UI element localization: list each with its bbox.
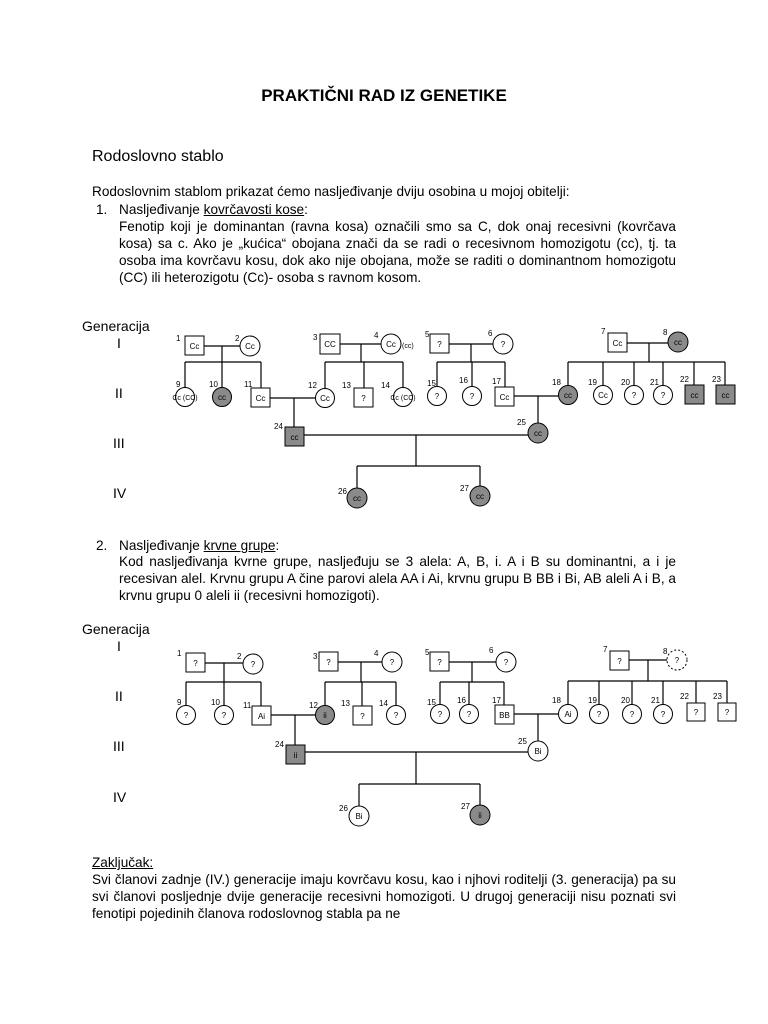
generation-III-label-2: III xyxy=(113,738,125,754)
item1-description: Fenotip koji je dominantan (ravna kosa) označili smo sa C, dok onaj recesivni (kovrčava kosa) sa c. Ako je „kućica“ obojana znači da se radi o recesivnom homozigotu (cc), tj. ta osoba ima kovrčavu kosu, dok ako nije obojana, može se raditi o dominantnom homozigotu (CC) ili heterozigotu (Cc)- osoba s ravnom kosom. xyxy=(119,219,676,285)
p2-num-7: 7 xyxy=(603,645,608,654)
p2-gt-19: ? xyxy=(596,710,602,719)
generation-label-2: Generacija xyxy=(82,621,150,637)
p2-num-13: 13 xyxy=(341,699,350,708)
p1-num-19: 19 xyxy=(588,378,597,387)
generation-I-label: I xyxy=(117,335,121,351)
p1-gt-5: ? xyxy=(437,340,442,349)
p1-num-23: 23 xyxy=(712,375,721,384)
p1-gt-24: cc xyxy=(290,433,299,442)
p1-num-14: 14 xyxy=(381,381,390,390)
p1-num-18: 18 xyxy=(552,378,561,387)
p1-gt-7: Cc xyxy=(612,339,623,348)
generation-I-label-2: I xyxy=(117,638,121,654)
p1-num-7: 7 xyxy=(601,327,606,336)
p1-gt-13: ? xyxy=(361,394,366,403)
p2-num-27: 27 xyxy=(461,802,470,811)
p2-gt-5: ? xyxy=(437,658,442,667)
p2-gt-14: ? xyxy=(393,711,399,720)
p2-num-18: 18 xyxy=(552,696,561,705)
p1-num-5: 5 xyxy=(425,330,430,339)
p2-gt-4: ? xyxy=(389,658,395,667)
p1-num-10: 10 xyxy=(209,380,218,389)
p1-gt-26: cc xyxy=(353,494,361,503)
p2-num-15: 15 xyxy=(427,698,436,707)
p2-gt-2: ? xyxy=(250,660,256,669)
p1-gt-12: Cc xyxy=(320,394,330,403)
p1-gt-17: Cc xyxy=(499,393,510,402)
p2-num-10: 10 xyxy=(211,698,220,707)
p1-gt-21: ? xyxy=(660,391,666,400)
p2-num-26: 26 xyxy=(339,804,348,813)
p2-num-2: 2 xyxy=(237,652,242,661)
p1-num-20: 20 xyxy=(621,378,630,387)
p2-gt-24: ii xyxy=(293,751,298,760)
item1-lead: Nasljeđivanje xyxy=(119,202,204,217)
p2-num-25: 25 xyxy=(518,737,527,746)
p2-gt-16: ? xyxy=(466,710,472,719)
p2-num-17: 17 xyxy=(492,696,501,705)
p2-gt-27: ii xyxy=(478,811,482,820)
p2-num-11: 11 xyxy=(243,701,252,710)
item1-topic: kovrčavosti kose xyxy=(203,202,305,217)
p2-num-3: 3 xyxy=(313,652,318,661)
p2-num-19: 19 xyxy=(588,696,597,705)
p2-num-14: 14 xyxy=(379,699,388,708)
item2-lead: Nasljeđivanje xyxy=(119,538,204,553)
item1-number: 1. xyxy=(96,202,108,217)
pedigree2-lines xyxy=(183,660,727,806)
p2-num-5: 5 xyxy=(425,648,430,657)
p1-num-2: 2 xyxy=(235,334,240,343)
p2-gt-8: ? xyxy=(674,656,680,665)
p1-num-9: 9 xyxy=(176,380,181,389)
p2-gt-10: ? xyxy=(221,711,227,720)
p2-gt-1: ? xyxy=(193,659,198,668)
p2-num-24: 24 xyxy=(275,740,284,749)
generation-II-label-2: II xyxy=(115,688,123,704)
p2-gt-17: BB xyxy=(499,711,510,720)
pedigree2-members xyxy=(177,645,737,826)
item2-topic: krvne grupe xyxy=(203,538,276,553)
p1-num-16: 16 xyxy=(459,376,468,385)
p1-num-26: 26 xyxy=(338,487,347,496)
p1-gt-18: cc xyxy=(564,391,572,400)
p2-gt-11: Ai xyxy=(257,712,266,721)
p2-num-20: 20 xyxy=(621,696,630,705)
item2-colon: : xyxy=(275,538,280,553)
p2-gt-15: ? xyxy=(437,710,443,719)
p2-gt-18: Ai xyxy=(564,710,572,719)
p1-num-21: 21 xyxy=(650,378,659,387)
p1-num-1: 1 xyxy=(176,334,181,343)
p1-gt-15: ? xyxy=(434,392,440,401)
p1-gt-27: cc xyxy=(476,492,484,501)
conclusion-heading: Zaključak: xyxy=(92,855,154,870)
p1-gt-2: Cc xyxy=(245,342,255,351)
p1-gt-14: Cc (CC) xyxy=(390,395,416,402)
p2-num-16: 16 xyxy=(457,696,466,705)
p2-gt-13: ? xyxy=(360,712,365,721)
p1-gt-22: cc xyxy=(690,391,699,400)
p1-gt-3: CC xyxy=(324,340,336,349)
p1-gt-9: Cc (CC) xyxy=(172,395,198,402)
p2-num-9: 9 xyxy=(177,698,182,707)
section-subtitle: Rodoslovno stablo xyxy=(92,148,224,165)
p1-gt-20: ? xyxy=(631,391,637,400)
generation-III-label: III xyxy=(113,435,125,451)
p1-gt-1: Cc xyxy=(189,342,200,351)
p1-num-15: 15 xyxy=(427,379,436,388)
p1-num-13: 13 xyxy=(342,381,351,390)
p1-gt-6: ? xyxy=(500,340,506,349)
item2-description: Kod nasljeđivanja kvrne grupe, nasljeđuju se 3 alela: A, B, i. A i B su dominantni, a i je recesivan alel. Krvnu grupu A čine parovi alela AA i Ai, krvnu grupu B BB i Bi, AB aleli A i B, a krvnu grupu 0 aleli ii (recesivni homozigoti). xyxy=(119,554,676,603)
p2-num-1: 1 xyxy=(177,649,182,658)
p1-num-4: 4 xyxy=(374,331,379,340)
generation-II-label: II xyxy=(115,385,123,401)
p1-gt-10: cc xyxy=(218,393,226,402)
p1-gt-8: cc xyxy=(674,338,682,347)
p1-num-8: 8 xyxy=(663,328,668,337)
p2-gt-9: ? xyxy=(183,711,189,720)
p2-gt-23: ? xyxy=(724,708,730,717)
p2-gt-22: ? xyxy=(693,708,699,717)
p1-num-22: 22 xyxy=(680,375,689,384)
p1-num-24: 24 xyxy=(274,422,283,431)
p1-num-6: 6 xyxy=(488,329,493,338)
p1-gt-19: Cc xyxy=(598,391,608,400)
p2-num-22: 22 xyxy=(680,692,689,701)
p2-num-6: 6 xyxy=(489,646,494,655)
p1-gt-4: Cc xyxy=(386,340,396,349)
item1-colon: : xyxy=(304,202,308,217)
p1-num-27: 27 xyxy=(460,484,469,493)
item2-number: 2. xyxy=(96,538,108,553)
p2-gt-21: ? xyxy=(660,710,666,719)
conclusion-text: Svi članovi zadnje (IV.) generacije imaju kovrčavu kosu, kao i njhovi roditelji (3. generacija) pa su svi članovi posljednje dvije generacije recesivni homozigoti. U drugoj generaciji nisu poznati svi fenotipi pojedinih članova rodoslovnog stabla pa ne xyxy=(92,872,676,921)
p1-gt-11: Cc xyxy=(255,394,266,403)
p1-num-3: 3 xyxy=(313,333,318,342)
p2-num-21: 21 xyxy=(651,696,660,705)
p2-gt-20: ? xyxy=(629,710,635,719)
p2-num-12: 12 xyxy=(309,701,318,710)
p2-gt-25: Bi xyxy=(534,747,542,756)
p1-num-25: 25 xyxy=(517,418,526,427)
p1-num-12: 12 xyxy=(308,381,317,390)
p2-gt-26: Bi xyxy=(355,812,363,821)
p2-num-23: 23 xyxy=(713,692,722,701)
p2-num-8: 8 xyxy=(663,647,668,656)
p2-gt-3: ? xyxy=(326,658,331,667)
p1-num-17: 17 xyxy=(492,377,501,386)
generation-IV-label: IV xyxy=(113,485,127,501)
p2-gt-7: ? xyxy=(617,657,622,666)
page-title: PRAKTIČNI RAD IZ GENETIKE xyxy=(261,86,507,105)
p2-gt-12: ii xyxy=(323,711,327,720)
generation-IV-label-2: IV xyxy=(113,789,127,805)
p1-gt-16: ? xyxy=(469,392,475,401)
p2-gt-6: ? xyxy=(503,658,509,667)
p1-gt-23: cc xyxy=(721,391,730,400)
p1-gt-25: cc xyxy=(534,429,542,438)
generation-label: Generacija xyxy=(82,318,150,334)
p1-num-11: 11 xyxy=(244,380,253,389)
intro-text: Rodoslovnim stablom prikazat ćemo nasljeđivanje dviju osobina u mojoj obitelji: xyxy=(92,184,570,199)
p2-num-4: 4 xyxy=(374,649,379,658)
p1-gt-4-alt: (cc) xyxy=(402,343,414,350)
